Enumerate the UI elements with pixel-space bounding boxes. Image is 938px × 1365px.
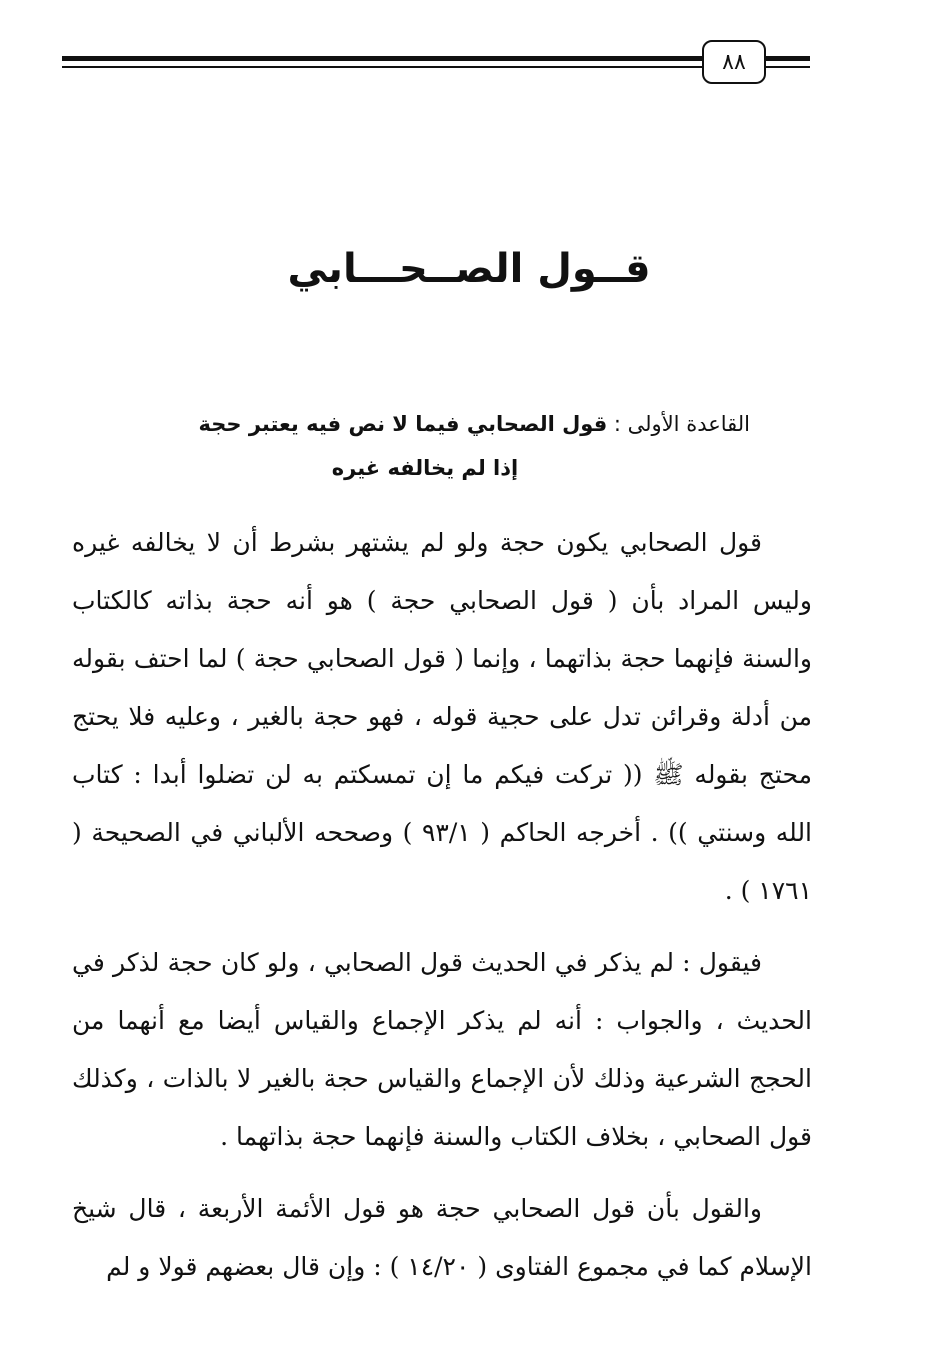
rule-heading bbox=[100, 402, 750, 490]
page-header bbox=[0, 0, 938, 100]
rule-statement-continuation: إذا لم يخالفه غيره bbox=[331, 456, 519, 480]
rule-label: القاعدة الأولى : bbox=[607, 412, 750, 436]
header-rule-thick bbox=[62, 56, 704, 61]
body-paragraph: قول الصحابي يكون حجة ولو لم يشتهر بشرط أن لا يخالفه غيره وليس المراد بأن ( قول الصحابي حجة ) هو أنه حجة بذاته كالكتاب والسنة فإنهما حجة بذاتهما ، وإنما ( قول الصحابي حجة ) لما احتف بقوله من أدلة وقرائن تدل على حجية قوله ، فهو حجة بالغير ، وعليه فلا يحتج محتج بقوله ﷺ (( تركت فيكم ما إن تمسكتم به لن تضلوا أبدا : كتاب الله وسنتي )) . أخرجه الحاكم ( ٩٣/١ ) وصححه الألباني في الصحيحة ( ١٧٦١ ) . bbox=[72, 528, 813, 905]
rule-statement: قول الصحابي فيما لا نص فيه يعتبر حجة bbox=[198, 412, 608, 436]
header-rule-thin bbox=[62, 66, 704, 68]
page-number: ٨٨ bbox=[702, 40, 766, 84]
header-rule-thin-right bbox=[762, 66, 810, 68]
header-rule-thick-right bbox=[762, 56, 810, 61]
chapter-title: قــول الصــحـــابي bbox=[287, 246, 651, 292]
body-paragraph: والقول بأن قول الصحابي حجة هو قول الأئمة الأربعة ، قال شيخ الإسلام كما في مجموع الفتاوى ( ١٤/٢٠ ) : وإن قال بعضهم قولا و لم bbox=[72, 1194, 812, 1281]
body-paragraph: فيقول : لم يذكر في الحديث قول الصحابي ، ولو كان حجة لذكر في الحديث ، والجواب : أنه لم يذكر الإجماع والقياس أيضا مع أنهما من الحجج الشرعية وذلك لأن الإجماع والقياس حجة بالغير لا بالذات ، وكذلك قول الصحابي ، بخلاف الكتاب والسنة فإنهما حجة بذاتهما . bbox=[72, 948, 812, 1151]
